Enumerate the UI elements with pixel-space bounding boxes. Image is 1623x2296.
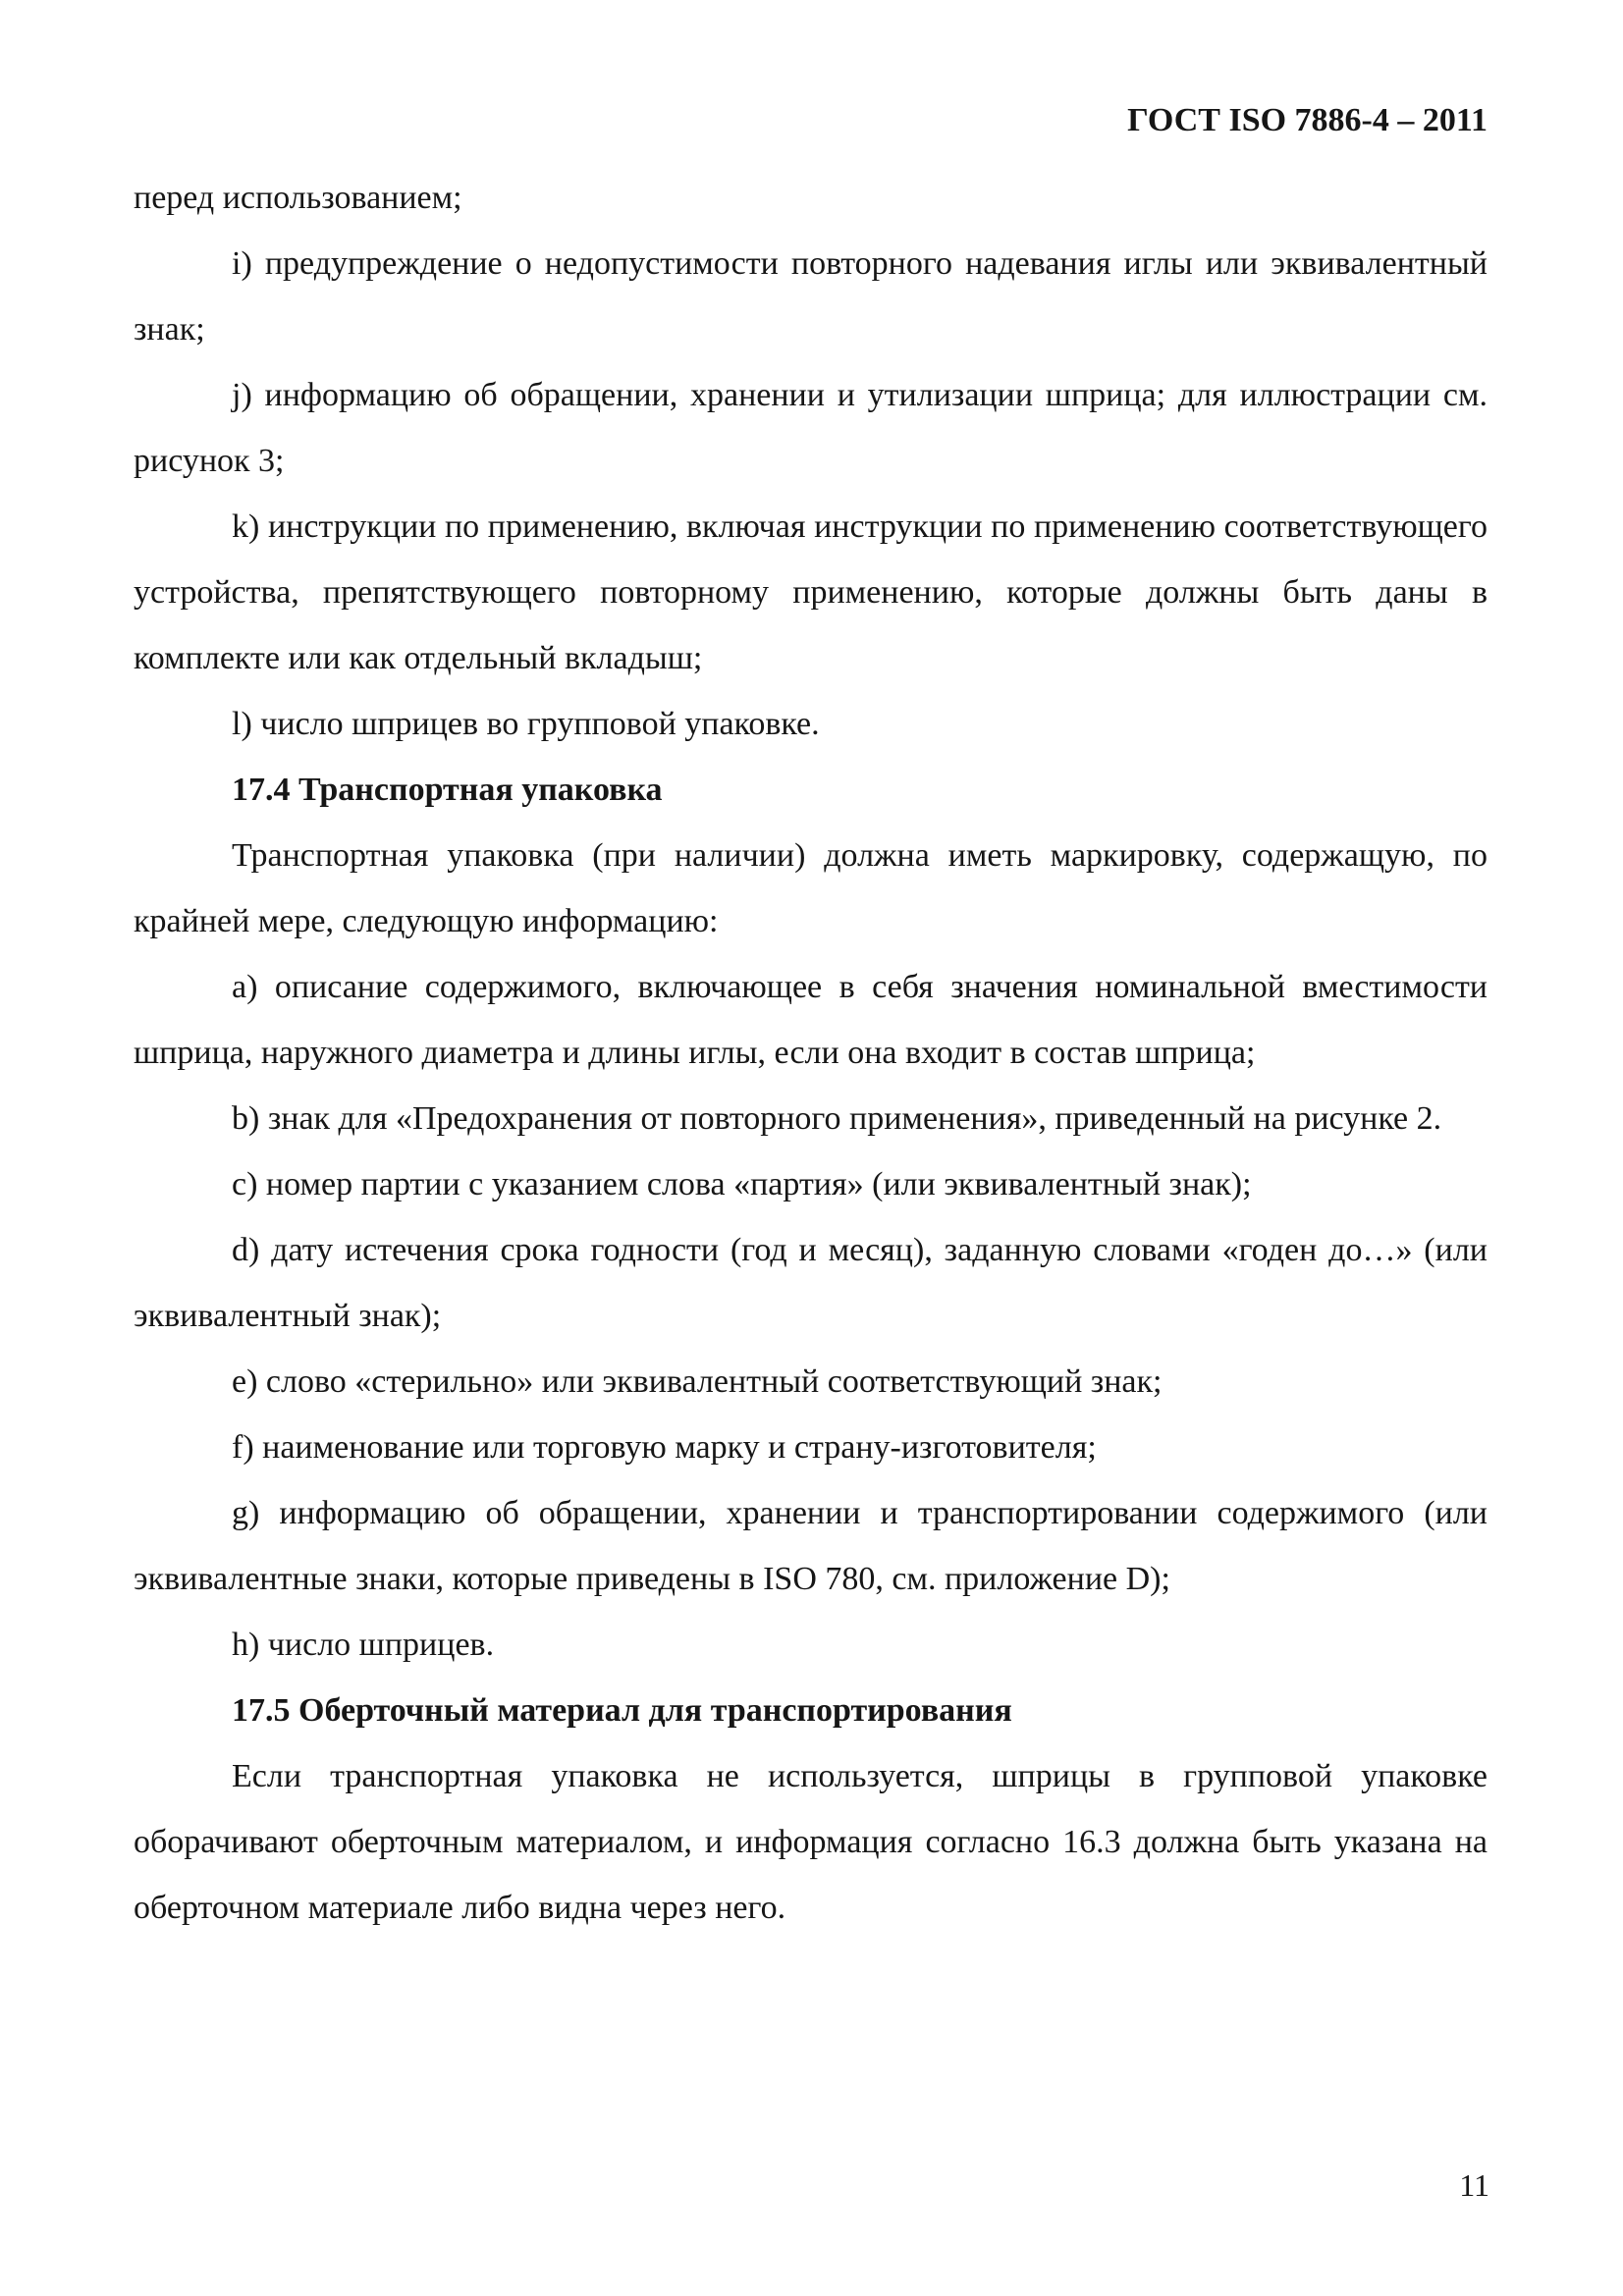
section-heading-17-5: 17.5 Оберточный материал для транспортирования (232, 1692, 1012, 1729)
list-item-l: l) число шприцев во групповой упаковке. (232, 706, 820, 742)
section-heading-17-4: 17.4 Транспортная упаковка (232, 772, 663, 808)
list-item-a: a) описание содержимого, включающее в себя значения номинальной вместимости шприца, наружного диаметра и длины иглы, если она входит в состав шприца; (134, 969, 1488, 1071)
list-item-j: j) информацию об обращении, хранении и утилизации шприца; для иллюстрации см. рисунок 3; (134, 377, 1488, 479)
section-paragraph-17-4: Транспортная упаковка (при наличии) должна иметь маркировку, содержащую, по крайней мере, следующую информацию: (134, 837, 1488, 939)
list-item-g: g) информацию об обращении, хранении и транспортировании содержимого (или эквивалентные знаки, которые приведены в ISO 780, см. приложение D); (134, 1495, 1488, 1597)
list-item-h: h) число шприцев. (232, 1627, 495, 1663)
page-number: 11 (1459, 2167, 1489, 2203)
list-item-f: f) наименование или торговую марку и страну-изготовителя; (232, 1429, 1097, 1466)
list-item-c: c) номер партии с указанием слова «партия» (или эквивалентный знак); (232, 1166, 1252, 1202)
list-item-e: e) слово «стерильно» или эквивалентный соответствующий знак; (232, 1363, 1163, 1400)
document-header: ГОСТ ISO 7886-4 – 2011 (1127, 102, 1488, 138)
list-item-i: i) предупреждение о недопустимости повторного надевания иглы или эквивалентный знак; (134, 245, 1488, 347)
document-body (134, 165, 1488, 1941)
list-item-k: k) инструкции по применению, включая инструкции по применению соответствующего устройства, препятствующего повторному применению, которые должны быть даны в комплекте или как отдельный вкладыш; (134, 508, 1488, 676)
list-item-d: d) дату истечения срока годности (год и месяц), заданную словами «годен до…» (или эквивалентный знак); (134, 1232, 1488, 1334)
paragraph-continuation: перед использованием; (134, 180, 462, 216)
section-paragraph-17-5: Если транспортная упаковка не используется, шприцы в групповой упаковке оборачивают оберточным материалом, и информация согласно 16.3 должна быть указана на оберточном материале либо видна через него. (134, 1758, 1488, 1926)
list-item-b: b) знак для «Предохранения от повторного применения», приведенный на рисунке 2. (232, 1100, 1442, 1137)
